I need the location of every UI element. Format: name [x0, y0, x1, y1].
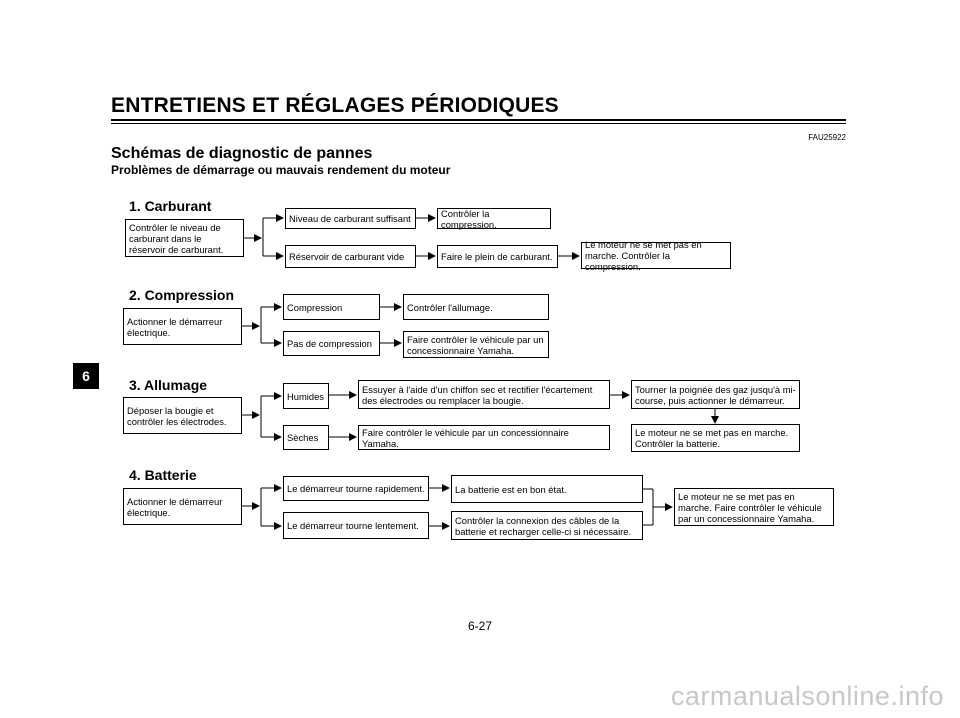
batterie-title: 4. Batterie — [129, 467, 197, 483]
batterie-rapide-result-box — [451, 475, 643, 503]
reference-code: FAU25922 — [808, 133, 846, 142]
carburant-suffisant-box — [285, 208, 416, 229]
batterie-lent-text: Le démarreur tourne lentement. — [287, 520, 419, 531]
compression-no-text: Pas de compression — [287, 338, 372, 349]
batterie-lent-result-text: Contrôler la connexion des câbles de la batterie et recharger celle-ci si nécessaire. — [455, 514, 632, 537]
section-title: Schémas de diagnostic de pannes — [111, 145, 373, 162]
allumage-humides-result-text: Tourner la poignée des gaz jusqu'à mi-course, puis actionner le démarreur. — [635, 383, 796, 406]
compression-yes-action-text: Contrôler l'allumage. — [407, 301, 493, 313]
carburant-vide-result-box — [581, 239, 731, 272]
carburant-suffisant-action-box — [437, 208, 551, 229]
batterie-rapide-box — [283, 476, 429, 501]
carburant-suffisant-text: Niveau de carburant suffisant — [289, 213, 411, 224]
allumage-humides-action-text: Essuyer à l'aide d'un chiffon sec et rectifier l'écartement des électrodes ou remplacer la bougie. — [362, 383, 593, 406]
carburant-vide-text: Réservoir de carburant vide — [289, 251, 405, 262]
compression-start-text: Actionner le démarreur électrique. — [127, 315, 223, 338]
chapter-tab: 6 — [73, 363, 99, 389]
compression-no-box — [283, 331, 380, 356]
compression-yes-action-box — [403, 294, 549, 320]
page-header-title: ENTRETIENS ET RÉGLAGES PÉRIODIQUES — [111, 94, 559, 117]
allumage-final-text: Le moteur ne se met pas en marche. Contrôler la batterie. — [635, 427, 789, 449]
section-subtitle: Problèmes de démarrage ou mauvais rendement du moteur — [111, 163, 451, 177]
carburant-vide-action-text: Faire le plein de carburant. — [441, 251, 553, 262]
allumage-seches-action-text: Faire contrôler le véhicule par un concessionnaire Yamaha. — [362, 426, 569, 449]
batterie-lent-box — [283, 512, 429, 539]
allumage-humides-box — [283, 383, 329, 409]
carburant-title: 1. Carburant — [129, 198, 212, 214]
carburant-start-text: Contrôler le niveau de carburant dans le réservoir de carburant. — [129, 221, 224, 255]
allumage-humides-text: Humides — [287, 390, 324, 402]
allumage-seches-box — [283, 425, 329, 450]
allumage-start-text: Déposer la bougie et contrôler les électrodes. — [127, 404, 227, 427]
batterie-final-box — [674, 488, 834, 526]
watermark-text: carmanualsonline.info — [670, 681, 944, 711]
allumage-humides-action-box — [358, 380, 610, 409]
allumage-seches-text: Sèches — [287, 432, 319, 443]
carburant-suffisant-action-text: Contrôler la compression. — [441, 207, 497, 230]
compression-title: 2. Compression — [129, 287, 235, 303]
compression-start-box — [123, 308, 242, 345]
page-number: 6-27 — [467, 619, 493, 633]
batterie-lent-result-box — [451, 511, 643, 540]
batterie-start-text: Actionner le démarreur électrique. — [127, 495, 223, 518]
carburant-vide-box — [285, 245, 416, 268]
batterie-rapide-result-text: La batterie est en bon état. — [455, 483, 567, 495]
allumage-final-box — [631, 424, 800, 452]
allumage-title: 3. Allumage — [129, 377, 208, 393]
batterie-final-text: Le moteur ne se met pas en marche. Faire contrôler le véhicule par un concessionnaire Yamaha. — [678, 490, 822, 524]
allumage-humides-result-box — [631, 380, 800, 409]
compression-yes-text: Compression — [287, 301, 343, 313]
compression-no-action-box — [403, 331, 549, 358]
carburant-start-box — [125, 219, 244, 257]
allumage-seches-action-box — [358, 425, 610, 450]
allumage-start-box — [123, 397, 242, 434]
batterie-start-box — [123, 488, 242, 525]
compression-no-action-text: Faire contrôler le véhicule par un concessionnaire Yamaha. — [407, 333, 544, 356]
batterie-rapide-text: Le démarreur tourne rapidement. — [287, 483, 425, 494]
carburant-vide-action-box — [437, 245, 558, 268]
carburant-vide-result-text: Le moteur ne se met pas en marche. Contrôler la compression. — [585, 239, 702, 272]
compression-yes-box — [283, 294, 380, 320]
